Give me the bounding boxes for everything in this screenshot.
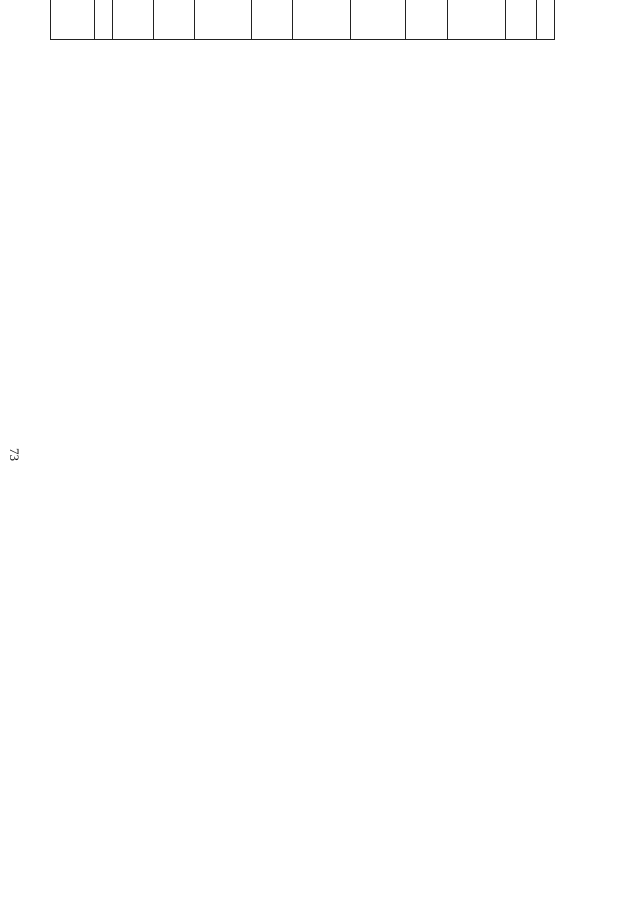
table-row [95, 0, 113, 40]
budget-code-cell [51, 0, 95, 40]
table-row [537, 0, 555, 40]
budget-code-cell [448, 0, 506, 40]
budget-code-cell [154, 0, 195, 40]
budget-code-cell [195, 0, 252, 40]
budget-table [50, 0, 555, 40]
table-row [448, 0, 506, 40]
table-row [154, 0, 195, 40]
table-row [351, 0, 406, 40]
budget-code-cell [351, 0, 406, 40]
budget-code-cell [293, 0, 351, 40]
budget-code-cell [506, 0, 537, 40]
page-number: 73 [7, 448, 22, 461]
table-row [252, 0, 293, 40]
table-row [406, 0, 448, 40]
budget-code-cell [113, 0, 154, 40]
table-row [293, 0, 351, 40]
budget-table-container [55, 40, 555, 860]
budget-code-cell [252, 0, 293, 40]
table-row [113, 0, 154, 40]
table-row [506, 0, 537, 40]
budget-code-cell [537, 0, 555, 40]
budget-code-cell [95, 0, 113, 40]
table-row [195, 0, 252, 40]
table-row [51, 0, 95, 40]
budget-code-cell [406, 0, 448, 40]
